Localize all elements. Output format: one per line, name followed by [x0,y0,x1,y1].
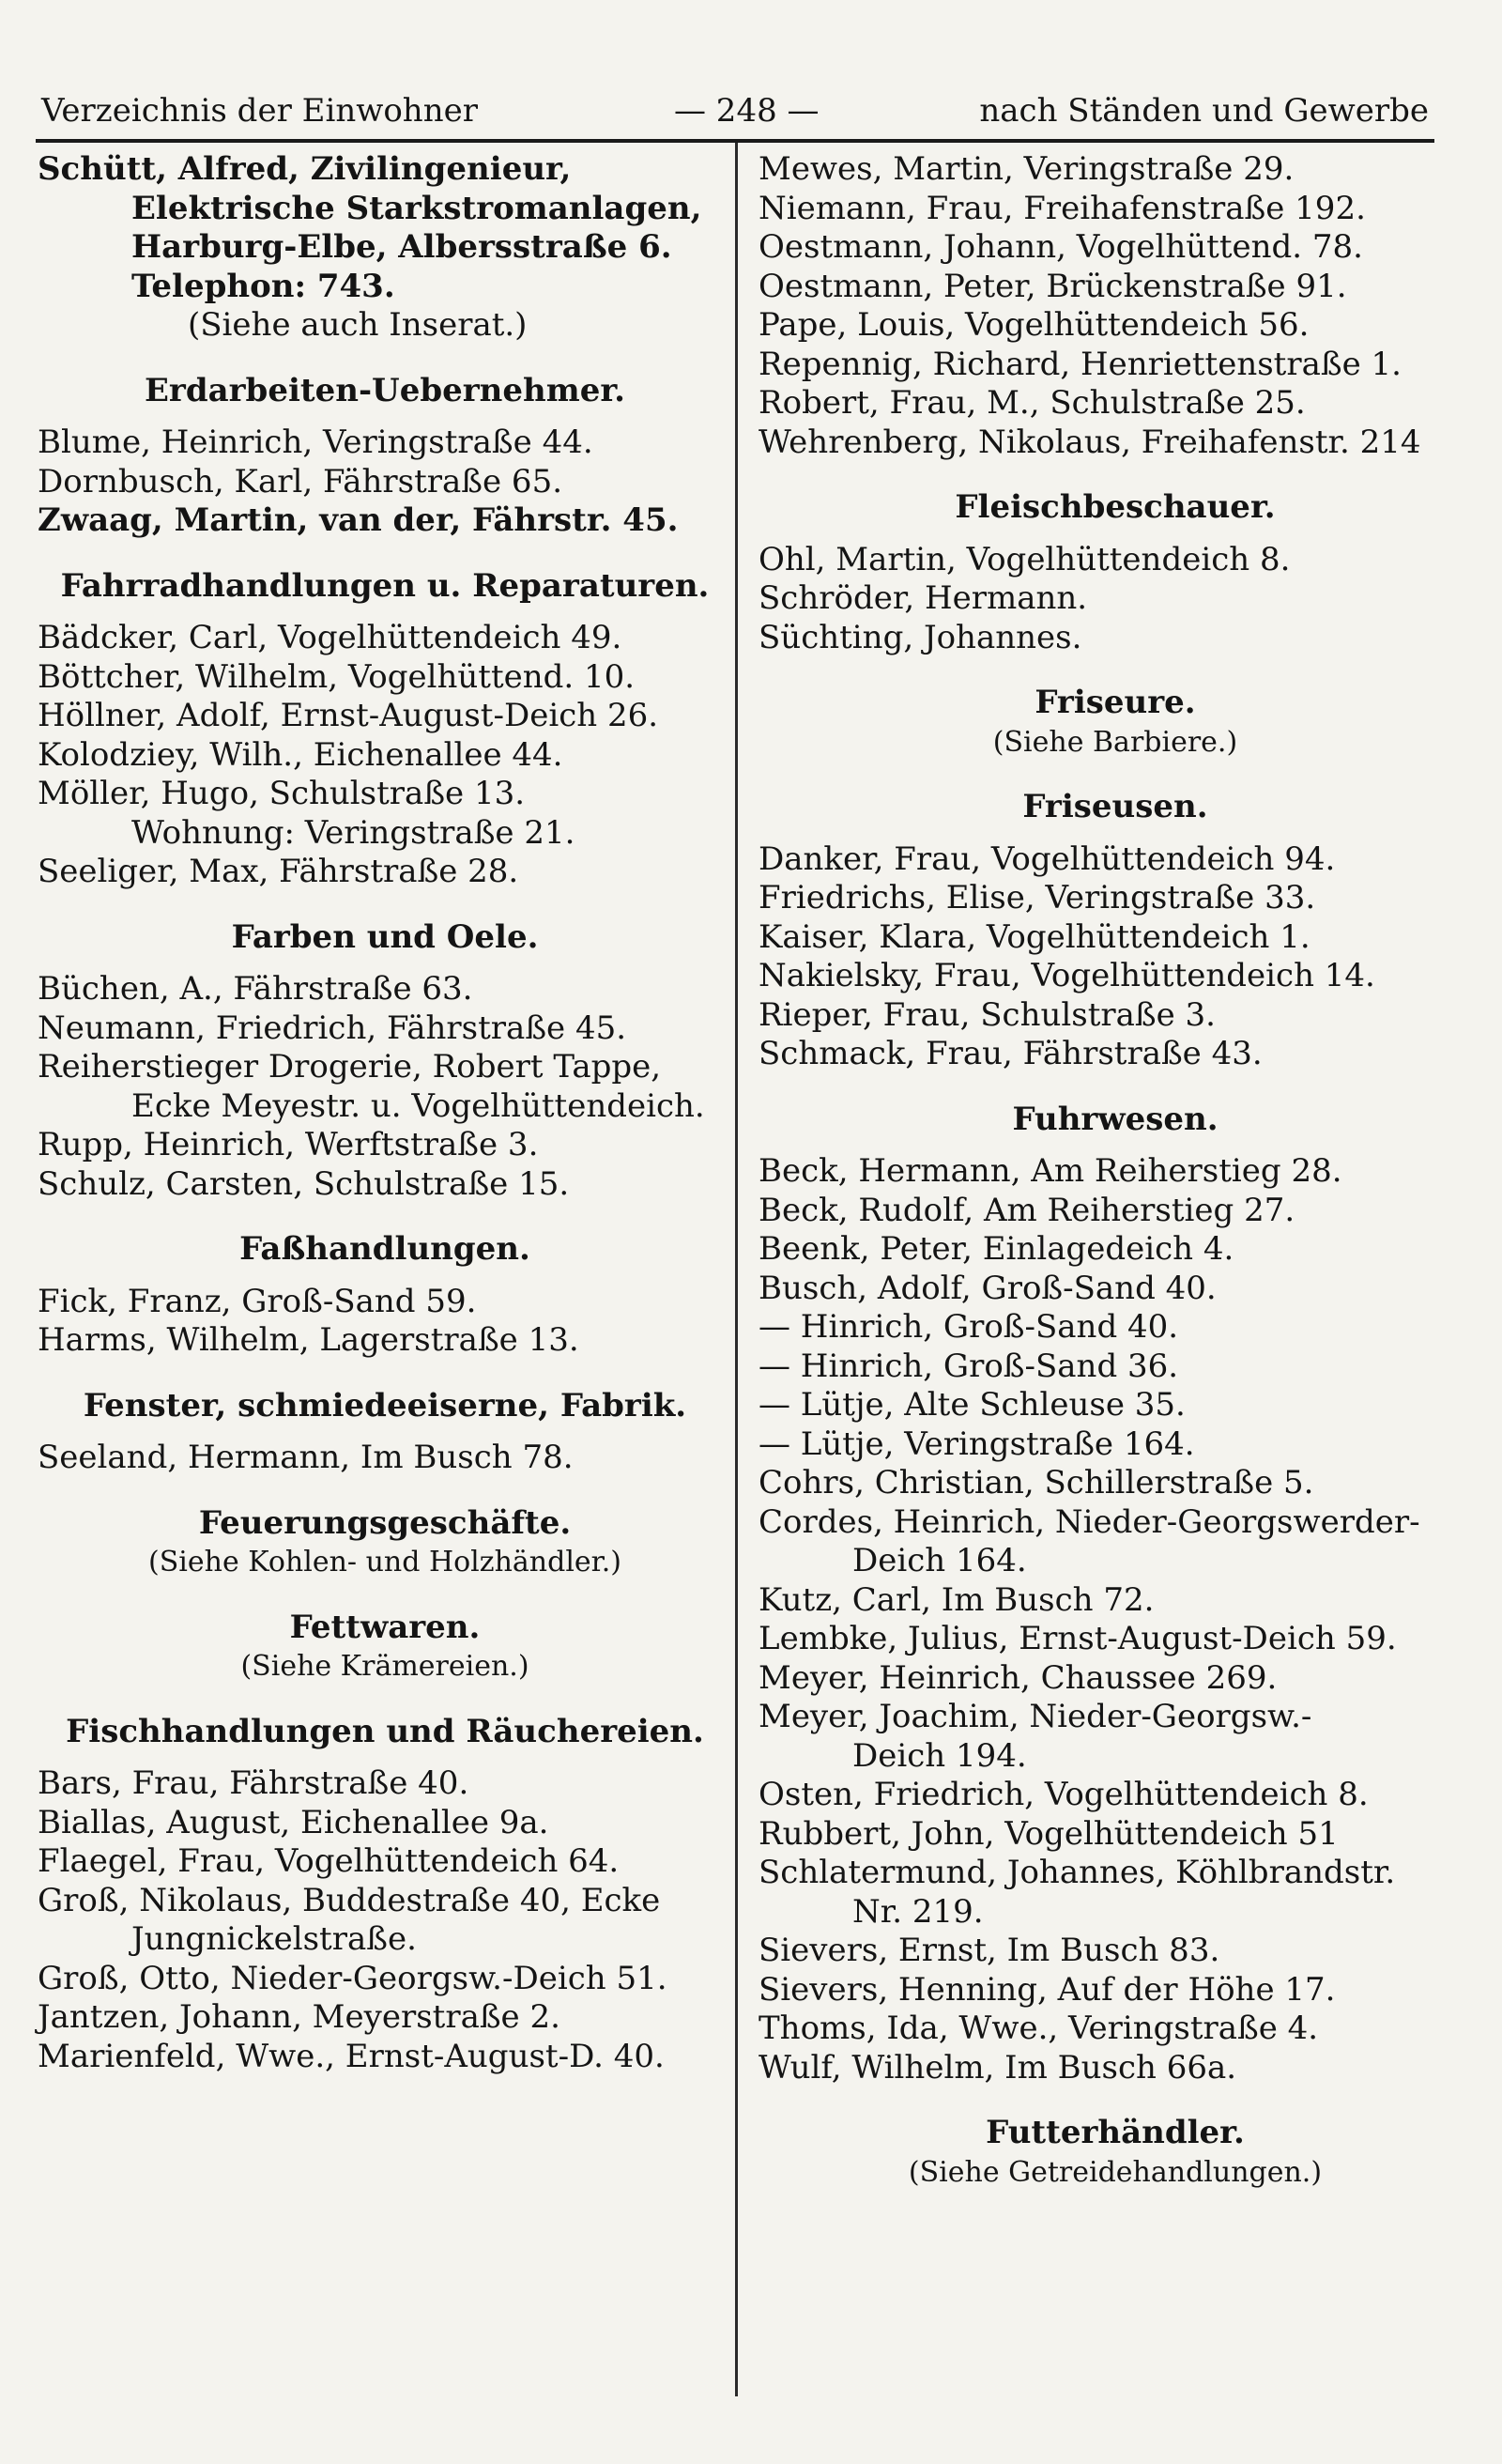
list-item: Kaiser, Klara, Vogelhüttendeich 1. [759,917,1310,956]
section-note: (Siehe Kohlen- und Holzhändler.) [148,1546,621,1578]
list-item: Rubbert, John, Vogelhüttendeich 51 [759,1814,1339,1853]
list-item: Böttcher, Wilhelm, Vogelhüttend. 10. [38,657,636,696]
list-item: Beck, Rudolf, Am Reiherstieg 27. [759,1191,1295,1229]
list-item: Dornbusch, Karl, Fährstraße 65. [38,462,563,500]
list-item: Meyer, Heinrich, Chaussee 269. [759,1658,1278,1697]
list-item: Robert, Frau, M., Schulstraße 25. [759,384,1306,422]
list-item: Pape, Louis, Vogelhüttendeich 56. [759,306,1310,344]
list-item: Oestmann, Peter, Brückenstraße 91. [759,267,1347,305]
list-item: Seeliger, Max, Fährstraße 28. [38,853,519,890]
section-title: Faßhandlungen. [239,1230,530,1268]
list-item: Zwaag, Martin, van der, Fährstr. 45. [38,501,679,539]
section-title: Erdarbeiten-Uebernehmer. [145,371,625,409]
list-item: Groß, Otto, Nieder-Georgsw.-Deich 51. [38,1959,667,1997]
list-item: Flaegel, Frau, Vogelhüttendeich 64. [38,1842,620,1880]
list-item: Möller, Hugo, Schulstraße 13. [38,775,526,812]
list-item: Sievers, Ernst, Im Busch 83. [759,1932,1220,1969]
list-item: Wehrenberg, Nikolaus, Freihafenstr. 214 [759,423,1421,461]
section-title: Fenster, schmiedeeiserne, Fabrik. [83,1386,687,1424]
section-title: Fuhrwesen. [1012,1100,1218,1138]
list-item: Friedrichs, Elise, Veringstraße 33. [759,879,1316,916]
ad-line: Elektrische Starkstromanlagen, [131,189,702,227]
list-item: Mewes, Martin, Veringstraße 29. [759,150,1295,188]
section-title: Feuerungsgeschäfte. [198,1503,572,1542]
page-header [36,83,1434,143]
ad-line: Schütt, Alfred, Zivilingenieur, [38,150,572,188]
ad-note: (Siehe auch Inserat.) [188,306,528,344]
list-item: Reiherstieger Drogerie, Robert Tappe, [38,1048,662,1086]
list-item: Deich 194. [852,1736,1027,1775]
list-item: Marienfeld, Wwe., Ernst-August-D. 40. [38,2037,665,2075]
list-item: Groß, Nikolaus, Buddestraße 40, Ecke [38,1881,661,1919]
section-title: Fettwaren. [289,1608,481,1646]
list-item: Blume, Heinrich, Veringstraße 44. [38,424,593,461]
list-item: Schmack, Frau, Fährstraße 43. [759,1035,1263,1072]
section-title: Fahrradhandlungen u. Reparaturen. [60,566,710,605]
list-item: Büchen, A., Fährstraße 63. [38,970,473,1008]
header-left-title: Verzeichnis der Einwohner [41,92,478,130]
list-item: Cordes, Heinrich, Nieder-Georgswerder- [759,1502,1420,1541]
section-note: (Siehe Getreidehandlungen.) [908,2155,1323,2189]
list-item: Jantzen, Johann, Meyerstraße 2. [38,1998,560,2036]
list-item: Schlatermund, Johannes, Köhlbrandstr. [759,1854,1396,1891]
list-item: Nr. 219. [852,1892,984,1931]
list-item: Kolodziey, Wilh., Eichenallee 44. [38,735,563,774]
list-item: Jungnickelstraße. [131,1920,417,1958]
list-item: — Hinrich, Groß-Sand 40. [759,1308,1179,1346]
list-item: Süchting, Johannes. [759,618,1082,656]
list-item: Höllner, Adolf, Ernst-August-Deich 26. [38,697,659,734]
list-item: Harms, Wilhelm, Lagerstraße 13. [38,1321,579,1359]
list-item: Busch, Adolf, Groß-Sand 40. [759,1269,1217,1307]
page-number: — 248 — [674,92,820,130]
list-item: Bädcker, Carl, Vogelhüttendeich 49. [38,619,622,656]
list-item: Osten, Friedrich, Vogelhüttendeich 8. [759,1776,1369,1813]
list-item: Danker, Frau, Vogelhüttendeich 94. [759,839,1336,878]
list-item: Beenk, Peter, Einlagedeich 4. [759,1230,1234,1268]
list-item: Ohl, Martin, Vogelhüttendeich 8. [759,540,1291,578]
section-note: (Siehe Barbiere.) [992,725,1238,759]
list-item: Deich 164. [852,1542,1027,1579]
list-item: Schröder, Hermann. [759,579,1088,617]
column-divider [735,143,738,2396]
list-item: — Hinrich, Groß-Sand 36. [759,1347,1179,1385]
header-right-title: nach Ständen und Gewerbe [979,92,1429,130]
list-item: Repennig, Richard, Henriettenstraße 1. [759,345,1402,383]
list-item: Thoms, Ida, Wwe., Veringstraße 4. [759,2010,1319,2047]
list-item: — Lütje, Alte Schleuse 35. [759,1386,1186,1424]
list-item: Nakielsky, Frau, Vogelhüttendeich 14. [759,957,1375,994]
list-item: Wohnung: Veringstraße 21. [131,813,575,852]
section-note: (Siehe Krämereien.) [240,1650,529,1683]
section-title: Friseure. [1035,684,1196,721]
right-column [759,150,1472,2192]
section-title: Futterhändler. [986,2114,1245,2151]
list-item: Niemann, Frau, Freihafenstraße 192. [759,189,1366,227]
ad-line: Telephon: 743. [131,267,395,305]
list-item: Oestmann, Johann, Vogelhüttend. 78. [759,228,1363,266]
list-item: Bars, Frau, Fährstraße 40. [38,1764,469,1802]
list-item: Fick, Franz, Groß-Sand 59. [38,1282,477,1320]
section-title: Fleischbeschauer. [955,488,1276,526]
list-item: Wulf, Wilhelm, Im Busch 66a. [759,2048,1237,2087]
list-item: Biallas, August, Eichenallee 9a. [38,1803,549,1841]
ad-line: Harburg-Elbe, Albersstraße 6. [131,228,672,266]
list-item: Sievers, Henning, Auf der Höhe 17. [759,1970,1336,2009]
list-item: Cohrs, Christian, Schillerstraße 5. [759,1464,1314,1502]
list-item: Neumann, Friedrich, Fährstraße 45. [38,1009,627,1047]
left-column [38,150,732,2076]
list-item: Schulz, Carsten, Schulstraße 15. [38,1164,570,1203]
section-title: Fischhandlungen und Räuchereien. [66,1712,704,1750]
list-item: Meyer, Joachim, Nieder-Georgsw.- [759,1698,1312,1735]
list-item: Rieper, Frau, Schulstraße 3. [759,995,1216,1034]
list-item: Ecke Meyestr. u. Vogelhüttendeich. [131,1086,705,1125]
section-title: Farben und Oele. [231,917,539,956]
list-item: Seeland, Hermann, Im Busch 78. [38,1439,574,1476]
list-item: Kutz, Carl, Im Busch 72. [759,1580,1155,1619]
list-item: Rupp, Heinrich, Werftstraße 3. [38,1126,539,1163]
list-item: Beck, Hermann, Am Reiherstieg 28. [759,1152,1342,1190]
list-item: — Lütje, Veringstraße 164. [759,1424,1195,1463]
section-title: Friseusen. [1022,788,1208,825]
list-item: Lembke, Julius, Ernst-August-Deich 59. [759,1620,1397,1657]
